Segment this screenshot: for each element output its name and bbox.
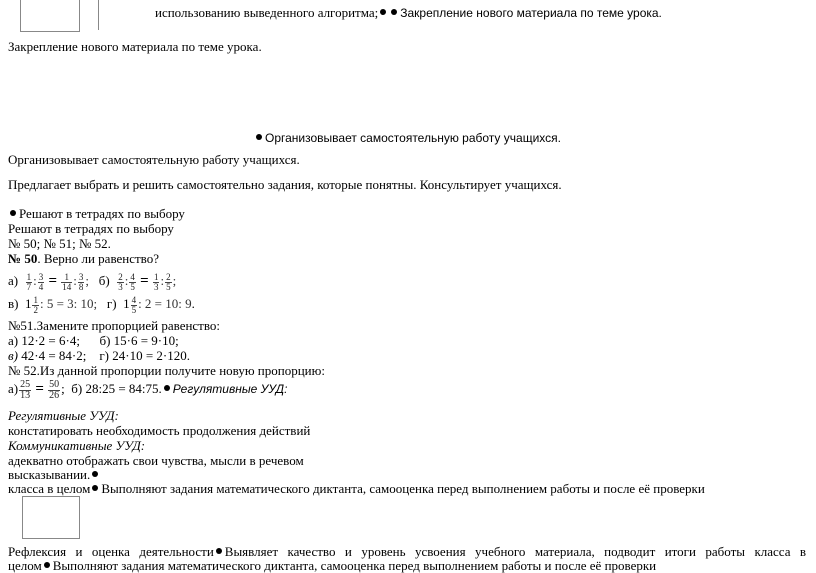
task-numbers: № 50; № 51; № 52. xyxy=(8,236,111,251)
top-bullet-text: Закрепление нового материала по теме урока. xyxy=(400,6,662,20)
top-line-text: использованию выведенного алгоритма; xyxy=(155,5,379,20)
task-51-row-2: в) 42·4 = 84·2; г) 24·10 = 2·120. xyxy=(8,348,190,363)
top-line xyxy=(155,5,662,21)
section-2-line-1: Организовывает самостоятельную работу учащихся. xyxy=(8,152,300,167)
fraction: $\frac{4}{5}$ xyxy=(130,271,135,292)
communicative-text-1: адекватно отображать свои чувства, мысли в речевом xyxy=(8,453,304,468)
regulative-text: констатировать необходимость продолжения действий xyxy=(8,423,311,438)
task-50-title: № 50. Верно ли равенство? xyxy=(8,251,159,266)
reflection-line-2: целом Выполняют задания математического диктанта, самооценка перед выполнением работы и после её проверки xyxy=(8,558,657,573)
section-3-bullet-heading: Решают в тетрадях по выбору xyxy=(8,206,185,221)
communicative-heading: Коммуникативные УУД: xyxy=(8,438,146,453)
task-50-row-vg: в) 1 $\frac{1}{2}$ : 5 = 3: 10; г) 1 $\frac{4}{5}$ : 2 = 10: 9. xyxy=(8,294,195,315)
fraction: $\frac{1}{7}$ xyxy=(26,271,32,292)
fraction: $\frac{2}{5}$ xyxy=(166,271,171,292)
section-2-bullet-heading: Организовывает самостоятельную работу учащихся. xyxy=(254,130,561,146)
reflection-line-1: Рефлексия и оценка деятельности Выявляет качество и уровень усвоения учебного материала, подводит итоги работы класса в xyxy=(8,544,807,559)
task-51-row-1: а) 12·2 = 6·4; б) 15·6 = 9·10; xyxy=(8,333,179,348)
communicative-text-2: высказывании. xyxy=(8,467,101,482)
section-3-heading: Решают в тетрадях по выбору xyxy=(8,221,174,236)
reflection-box xyxy=(22,496,80,539)
class-line: класса в целом Выполняют задания математического диктанта, самооценка перед выполнением работы и после её проверки xyxy=(8,481,705,496)
bullet-icon xyxy=(164,385,170,391)
fraction: $\frac{3}{4}$ xyxy=(38,271,44,292)
bullet-icon xyxy=(10,210,16,216)
fraction: $\frac{4}{5}$ xyxy=(131,294,137,315)
fraction: $\frac{1}{3}$ xyxy=(153,271,159,292)
fraction: $\frac{50}{26}$ xyxy=(49,378,60,401)
bullet-icon xyxy=(391,9,397,15)
bullet-icon xyxy=(92,471,98,477)
fraction: $\frac{3}{8}$ xyxy=(78,271,84,292)
bullet-icon xyxy=(44,562,50,568)
bullet-icon xyxy=(256,134,262,140)
top-left-box xyxy=(20,0,80,32)
section-2-line-2: Предлагает выбрать и решить самостоятельно задания, которые понятны. Консультирует учащихся. xyxy=(8,177,562,192)
task-52-row: а) $\frac{25}{13}$ = $\frac{50}{26}$ ; б) 28:25 = 84:75. Регулятивные УУД: xyxy=(8,378,288,401)
paragraph-1: Закрепление нового материала по теме урока. xyxy=(8,39,262,54)
top-divider-line xyxy=(98,0,99,30)
task-50-row-ab: а) $\frac{1}{7}$ : $\frac{3}{4}$ = $\frac{1}{14}$ : $\frac{3}{8}$ ; б) $\frac{2}{3}$ : $\frac{4}{5}$ = $\frac{1}{3}$ : $\frac{2}{5}$ ; xyxy=(8,271,177,292)
fraction: $\frac{1}{2}$ xyxy=(33,294,38,315)
fraction: $\frac{1}{14}$ xyxy=(62,271,72,292)
task-52-title: № 52.Из данной пропорции получите новую пропорцию: xyxy=(8,363,325,378)
fraction: $\frac{25}{13}$ xyxy=(20,378,31,401)
bullet-icon xyxy=(216,548,222,554)
bullet-icon xyxy=(380,9,386,15)
fraction: $\frac{2}{3}$ xyxy=(118,271,123,292)
regulative-heading: Регулятивные УУД: xyxy=(8,408,119,423)
task-51-title: №51.Замените пропорцией равенство: xyxy=(8,318,221,333)
bullet-icon xyxy=(92,485,98,491)
